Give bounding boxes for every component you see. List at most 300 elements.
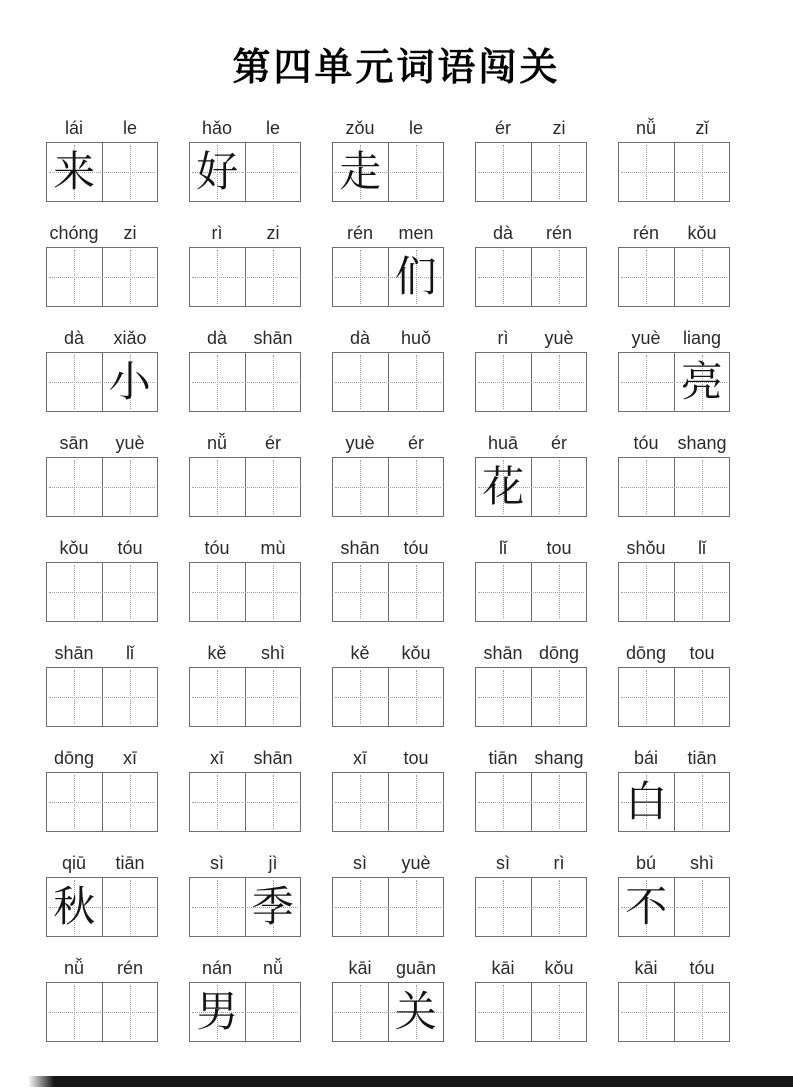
pinyin-label bbox=[618, 318, 730, 352]
pinyin-syllable: dà bbox=[349, 328, 371, 348]
pinyin-syllable: sì bbox=[352, 853, 367, 873]
prefilled-character bbox=[532, 773, 587, 831]
writing-cell bbox=[619, 668, 674, 726]
writing-cell bbox=[245, 353, 301, 411]
pinyin-syllable: nán bbox=[201, 958, 233, 978]
pinyin-syllable: yuè bbox=[345, 433, 375, 453]
prefilled-character bbox=[47, 248, 102, 306]
pinyin-syllable: ér bbox=[264, 433, 281, 453]
prefilled-character bbox=[103, 668, 158, 726]
word-row bbox=[46, 423, 730, 517]
prefilled-character bbox=[333, 773, 388, 831]
pinyin-label bbox=[46, 108, 158, 142]
pinyin-syllable: ér bbox=[407, 433, 424, 453]
page-title: 第四单元词语闯关 bbox=[232, 47, 561, 89]
writing-cell bbox=[190, 143, 245, 201]
writing-cell bbox=[102, 878, 158, 936]
prefilled-character bbox=[190, 458, 245, 516]
pinyin-syllable: shān bbox=[483, 643, 523, 663]
pinyin-label bbox=[618, 108, 730, 142]
writing-cell bbox=[388, 143, 444, 201]
word-group bbox=[475, 528, 587, 622]
prefilled-character bbox=[532, 353, 587, 411]
writing-cell bbox=[476, 773, 531, 831]
writing-cell bbox=[333, 248, 388, 306]
pinyin-syllable: dōng bbox=[53, 748, 95, 768]
prefilled-character bbox=[476, 773, 531, 831]
prefilled-character bbox=[675, 458, 730, 516]
pinyin-syllable: kě bbox=[207, 643, 227, 663]
writing-cell bbox=[102, 458, 158, 516]
writing-box bbox=[189, 772, 301, 832]
pinyin-syllable: huā bbox=[487, 433, 519, 453]
writing-cell bbox=[388, 563, 444, 621]
writing-cell bbox=[619, 353, 674, 411]
writing-cell bbox=[102, 983, 158, 1041]
writing-cell bbox=[47, 668, 102, 726]
writing-cell bbox=[102, 143, 158, 201]
pinyin-syllable: kǒu bbox=[401, 643, 431, 663]
writing-box bbox=[46, 352, 158, 412]
word-group bbox=[46, 423, 158, 517]
pinyin-syllable: yuè bbox=[631, 328, 661, 348]
writing-cell bbox=[388, 668, 444, 726]
writing-cell bbox=[333, 353, 388, 411]
writing-box bbox=[46, 877, 158, 937]
prefilled-character bbox=[389, 878, 444, 936]
prefilled-character bbox=[246, 668, 301, 726]
prefilled-character: 好 bbox=[196, 147, 239, 196]
prefilled-character bbox=[476, 353, 531, 411]
pinyin-syllable: shì bbox=[689, 853, 714, 873]
writing-cell bbox=[47, 563, 102, 621]
pinyin-label bbox=[475, 318, 587, 352]
prefilled-character bbox=[675, 143, 730, 201]
prefilled-character bbox=[476, 983, 531, 1041]
word-group bbox=[475, 108, 587, 202]
word-group bbox=[475, 948, 587, 1042]
writing-cell bbox=[476, 458, 531, 516]
writing-cell bbox=[333, 983, 388, 1041]
writing-cell bbox=[102, 563, 158, 621]
prefilled-character bbox=[103, 143, 158, 201]
scan-edge-artifact bbox=[28, 1076, 793, 1087]
word-group bbox=[475, 318, 587, 412]
writing-box bbox=[46, 667, 158, 727]
prefilled-character bbox=[532, 878, 587, 936]
prefilled-character bbox=[103, 248, 158, 306]
pinyin-syllable: tou bbox=[403, 748, 429, 768]
writing-cell bbox=[388, 878, 444, 936]
prefilled-character: 白 bbox=[625, 777, 668, 826]
pinyin-syllable: nǚ bbox=[635, 118, 657, 138]
pinyin-syllable: tiān bbox=[115, 853, 145, 873]
writing-box bbox=[332, 877, 444, 937]
writing-cell bbox=[190, 563, 245, 621]
pinyin-syllable: tiān bbox=[687, 748, 717, 768]
word-group bbox=[475, 423, 587, 517]
word-group bbox=[189, 318, 301, 412]
writing-box bbox=[618, 877, 730, 937]
writing-cell bbox=[190, 353, 245, 411]
prefilled-character bbox=[389, 773, 444, 831]
pinyin-syllable: tóu bbox=[204, 538, 230, 558]
writing-cell bbox=[476, 248, 531, 306]
writing-cell bbox=[531, 668, 587, 726]
writing-cell bbox=[245, 983, 301, 1041]
word-row bbox=[46, 633, 730, 727]
word-row bbox=[46, 738, 730, 832]
prefilled-character bbox=[619, 983, 674, 1041]
word-group bbox=[46, 213, 158, 307]
prefilled-character bbox=[619, 353, 674, 411]
pinyin-label bbox=[618, 633, 730, 667]
word-grid bbox=[46, 108, 730, 1053]
word-group bbox=[189, 633, 301, 727]
writing-box bbox=[332, 772, 444, 832]
prefilled-character bbox=[103, 563, 158, 621]
prefilled-character bbox=[619, 563, 674, 621]
pinyin-syllable: kāi bbox=[348, 958, 372, 978]
pinyin-syllable: ér bbox=[494, 118, 511, 138]
word-group bbox=[332, 633, 444, 727]
prefilled-character bbox=[333, 878, 388, 936]
pinyin-syllable: zi bbox=[266, 223, 280, 243]
pinyin-syllable: kě bbox=[350, 643, 370, 663]
prefilled-character bbox=[103, 878, 158, 936]
pinyin-label bbox=[189, 318, 301, 352]
pinyin-syllable: chóng bbox=[49, 223, 99, 243]
pinyin-syllable: xī bbox=[209, 748, 224, 768]
pinyin-syllable: zi bbox=[552, 118, 566, 138]
writing-cell bbox=[674, 983, 730, 1041]
prefilled-character bbox=[190, 563, 245, 621]
writing-cell bbox=[619, 248, 674, 306]
writing-cell bbox=[674, 143, 730, 201]
pinyin-syllable: bái bbox=[633, 748, 659, 768]
prefilled-character bbox=[476, 563, 531, 621]
prefilled-character bbox=[246, 563, 301, 621]
writing-box bbox=[46, 982, 158, 1042]
word-group bbox=[189, 108, 301, 202]
pinyin-syllable: shì bbox=[260, 643, 285, 663]
pinyin-syllable: shān bbox=[54, 643, 94, 663]
prefilled-character: 不 bbox=[625, 882, 668, 931]
pinyin-syllable: men bbox=[398, 223, 434, 243]
writing-box bbox=[475, 457, 587, 517]
word-group bbox=[618, 948, 730, 1042]
prefilled-character bbox=[532, 248, 587, 306]
pinyin-syllable: shang bbox=[534, 748, 584, 768]
prefilled-character bbox=[675, 983, 730, 1041]
writing-box bbox=[189, 562, 301, 622]
writing-cell bbox=[333, 458, 388, 516]
writing-cell bbox=[531, 458, 587, 516]
writing-cell bbox=[388, 983, 444, 1041]
writing-cell bbox=[619, 143, 674, 201]
prefilled-character bbox=[675, 563, 730, 621]
writing-box bbox=[332, 562, 444, 622]
writing-box bbox=[332, 352, 444, 412]
pinyin-label bbox=[475, 423, 587, 457]
writing-box bbox=[618, 457, 730, 517]
pinyin-label bbox=[332, 738, 444, 772]
writing-cell bbox=[102, 248, 158, 306]
word-group bbox=[46, 948, 158, 1042]
pinyin-syllable: tóu bbox=[403, 538, 429, 558]
prefilled-character: 季 bbox=[251, 882, 294, 931]
pinyin-syllable: xī bbox=[352, 748, 367, 768]
pinyin-label bbox=[189, 633, 301, 667]
writing-box bbox=[189, 142, 301, 202]
prefilled-character bbox=[47, 353, 102, 411]
writing-cell bbox=[47, 458, 102, 516]
prefilled-character bbox=[476, 143, 531, 201]
word-group bbox=[46, 528, 158, 622]
prefilled-character bbox=[389, 458, 444, 516]
prefilled-character bbox=[333, 353, 388, 411]
writing-box bbox=[189, 982, 301, 1042]
pinyin-syllable: le bbox=[122, 118, 137, 138]
prefilled-character bbox=[389, 563, 444, 621]
writing-cell bbox=[674, 668, 730, 726]
pinyin-syllable: rén bbox=[116, 958, 143, 978]
word-group bbox=[189, 423, 301, 517]
word-group bbox=[618, 423, 730, 517]
word-group bbox=[332, 213, 444, 307]
pinyin-syllable: rén bbox=[545, 223, 572, 243]
pinyin-syllable: rén bbox=[632, 223, 659, 243]
prefilled-character bbox=[190, 248, 245, 306]
pinyin-label bbox=[618, 738, 730, 772]
prefilled-character bbox=[333, 563, 388, 621]
pinyin-syllable: kǒu bbox=[687, 223, 717, 243]
writing-cell bbox=[102, 668, 158, 726]
writing-box bbox=[618, 142, 730, 202]
prefilled-character bbox=[675, 878, 730, 936]
word-group bbox=[475, 213, 587, 307]
writing-cell bbox=[674, 878, 730, 936]
prefilled-character: 们 bbox=[394, 252, 437, 301]
writing-cell bbox=[333, 668, 388, 726]
writing-cell bbox=[190, 878, 245, 936]
pinyin-syllable: yuè bbox=[401, 853, 431, 873]
writing-box bbox=[475, 352, 587, 412]
pinyin-syllable: kāi bbox=[634, 958, 658, 978]
writing-cell bbox=[47, 773, 102, 831]
pinyin-syllable: lǐ bbox=[499, 538, 507, 558]
word-group bbox=[618, 738, 730, 832]
pinyin-label bbox=[475, 738, 587, 772]
pinyin-syllable: tóu bbox=[689, 958, 715, 978]
word-group bbox=[618, 318, 730, 412]
pinyin-syllable: rén bbox=[346, 223, 373, 243]
writing-box bbox=[189, 352, 301, 412]
writing-cell bbox=[674, 353, 730, 411]
writing-cell bbox=[531, 983, 587, 1041]
prefilled-character bbox=[476, 878, 531, 936]
pinyin-label bbox=[332, 633, 444, 667]
pinyin-syllable: xī bbox=[122, 748, 137, 768]
prefilled-character bbox=[619, 143, 674, 201]
prefilled-character bbox=[246, 248, 301, 306]
writing-box bbox=[618, 562, 730, 622]
pinyin-syllable: kǒu bbox=[544, 958, 574, 978]
writing-cell bbox=[333, 563, 388, 621]
word-row bbox=[46, 843, 730, 937]
pinyin-syllable: rì bbox=[211, 223, 223, 243]
word-group bbox=[189, 948, 301, 1042]
prefilled-character bbox=[246, 983, 301, 1041]
prefilled-character bbox=[619, 458, 674, 516]
pinyin-syllable: shān bbox=[253, 748, 293, 768]
word-row bbox=[46, 948, 730, 1042]
word-group bbox=[46, 108, 158, 202]
writing-cell bbox=[674, 773, 730, 831]
writing-box bbox=[46, 142, 158, 202]
pinyin-syllable: kǒu bbox=[59, 538, 89, 558]
writing-box bbox=[618, 772, 730, 832]
writing-box bbox=[189, 877, 301, 937]
pinyin-syllable: zi bbox=[123, 223, 137, 243]
pinyin-syllable: rì bbox=[497, 328, 509, 348]
prefilled-character bbox=[532, 143, 587, 201]
prefilled-character bbox=[333, 983, 388, 1041]
prefilled-character bbox=[476, 668, 531, 726]
prefilled-character bbox=[47, 563, 102, 621]
pinyin-label bbox=[332, 108, 444, 142]
pinyin-syllable: yuè bbox=[115, 433, 145, 453]
writing-cell bbox=[476, 878, 531, 936]
writing-cell bbox=[674, 563, 730, 621]
pinyin-label bbox=[46, 738, 158, 772]
pinyin-syllable: dà bbox=[206, 328, 228, 348]
pinyin-label bbox=[189, 423, 301, 457]
pinyin-syllable: le bbox=[265, 118, 280, 138]
pinyin-syllable: le bbox=[408, 118, 423, 138]
pinyin-syllable: lǐ bbox=[698, 538, 706, 558]
writing-cell bbox=[674, 248, 730, 306]
pinyin-syllable: zǐ bbox=[695, 118, 709, 138]
pinyin-label bbox=[189, 213, 301, 247]
pinyin-syllable: dōng bbox=[625, 643, 667, 663]
writing-box bbox=[46, 772, 158, 832]
pinyin-syllable: lái bbox=[64, 118, 83, 138]
pinyin-syllable: nǚ bbox=[206, 433, 228, 453]
word-row bbox=[46, 318, 730, 412]
prefilled-character: 亮 bbox=[680, 357, 723, 406]
prefilled-character bbox=[246, 458, 301, 516]
writing-cell bbox=[102, 353, 158, 411]
pinyin-syllable: sān bbox=[59, 433, 89, 453]
writing-box bbox=[46, 457, 158, 517]
word-group bbox=[189, 528, 301, 622]
prefilled-character: 走 bbox=[339, 147, 382, 196]
writing-cell bbox=[388, 353, 444, 411]
prefilled-character bbox=[246, 773, 301, 831]
pinyin-syllable: zǒu bbox=[345, 118, 375, 138]
writing-box bbox=[189, 247, 301, 307]
word-group bbox=[46, 318, 158, 412]
prefilled-character bbox=[532, 563, 587, 621]
pinyin-syllable: dà bbox=[63, 328, 85, 348]
writing-cell bbox=[333, 143, 388, 201]
pinyin-label bbox=[332, 528, 444, 562]
prefilled-character bbox=[47, 668, 102, 726]
writing-cell bbox=[619, 983, 674, 1041]
pinyin-label bbox=[475, 843, 587, 877]
word-group bbox=[46, 843, 158, 937]
word-group bbox=[332, 423, 444, 517]
writing-cell bbox=[619, 563, 674, 621]
pinyin-syllable: hǎo bbox=[201, 118, 233, 138]
prefilled-character bbox=[532, 458, 587, 516]
pinyin-label bbox=[189, 843, 301, 877]
writing-cell bbox=[245, 143, 301, 201]
pinyin-syllable: mù bbox=[260, 538, 286, 558]
writing-box bbox=[475, 562, 587, 622]
writing-cell bbox=[388, 458, 444, 516]
pinyin-syllable: tóu bbox=[633, 433, 659, 453]
pinyin-label bbox=[46, 423, 158, 457]
prefilled-character bbox=[103, 983, 158, 1041]
writing-cell bbox=[245, 458, 301, 516]
word-group bbox=[618, 213, 730, 307]
writing-cell bbox=[619, 458, 674, 516]
writing-cell bbox=[674, 458, 730, 516]
writing-box bbox=[189, 667, 301, 727]
pinyin-label bbox=[46, 213, 158, 247]
pinyin-label bbox=[475, 108, 587, 142]
pinyin-syllable: jì bbox=[268, 853, 278, 873]
pinyin-label bbox=[332, 318, 444, 352]
word-group bbox=[332, 738, 444, 832]
pinyin-syllable: qiū bbox=[61, 853, 87, 873]
prefilled-character bbox=[333, 248, 388, 306]
writing-cell bbox=[190, 668, 245, 726]
word-row bbox=[46, 108, 730, 202]
prefilled-character bbox=[190, 668, 245, 726]
pinyin-label bbox=[46, 843, 158, 877]
writing-cell bbox=[102, 773, 158, 831]
pinyin-syllable: xiǎo bbox=[113, 328, 147, 348]
word-row bbox=[46, 213, 730, 307]
pinyin-syllable: bú bbox=[635, 853, 657, 873]
writing-cell bbox=[531, 773, 587, 831]
writing-box bbox=[189, 457, 301, 517]
word-group bbox=[332, 843, 444, 937]
pinyin-syllable: liang bbox=[682, 328, 722, 348]
prefilled-character: 男 bbox=[196, 987, 239, 1036]
writing-cell bbox=[531, 248, 587, 306]
writing-box bbox=[475, 247, 587, 307]
prefilled-character bbox=[333, 458, 388, 516]
pinyin-syllable: shān bbox=[340, 538, 380, 558]
pinyin-syllable: sì bbox=[495, 853, 510, 873]
writing-box bbox=[332, 457, 444, 517]
word-group bbox=[332, 108, 444, 202]
prefilled-character: 花 bbox=[482, 462, 525, 511]
writing-box bbox=[475, 982, 587, 1042]
writing-cell bbox=[245, 668, 301, 726]
pinyin-label bbox=[618, 213, 730, 247]
pinyin-syllable: tou bbox=[546, 538, 572, 558]
writing-box bbox=[618, 352, 730, 412]
writing-cell bbox=[619, 773, 674, 831]
pinyin-label bbox=[618, 948, 730, 982]
prefilled-character bbox=[103, 458, 158, 516]
prefilled-character: 秋 bbox=[53, 882, 96, 931]
